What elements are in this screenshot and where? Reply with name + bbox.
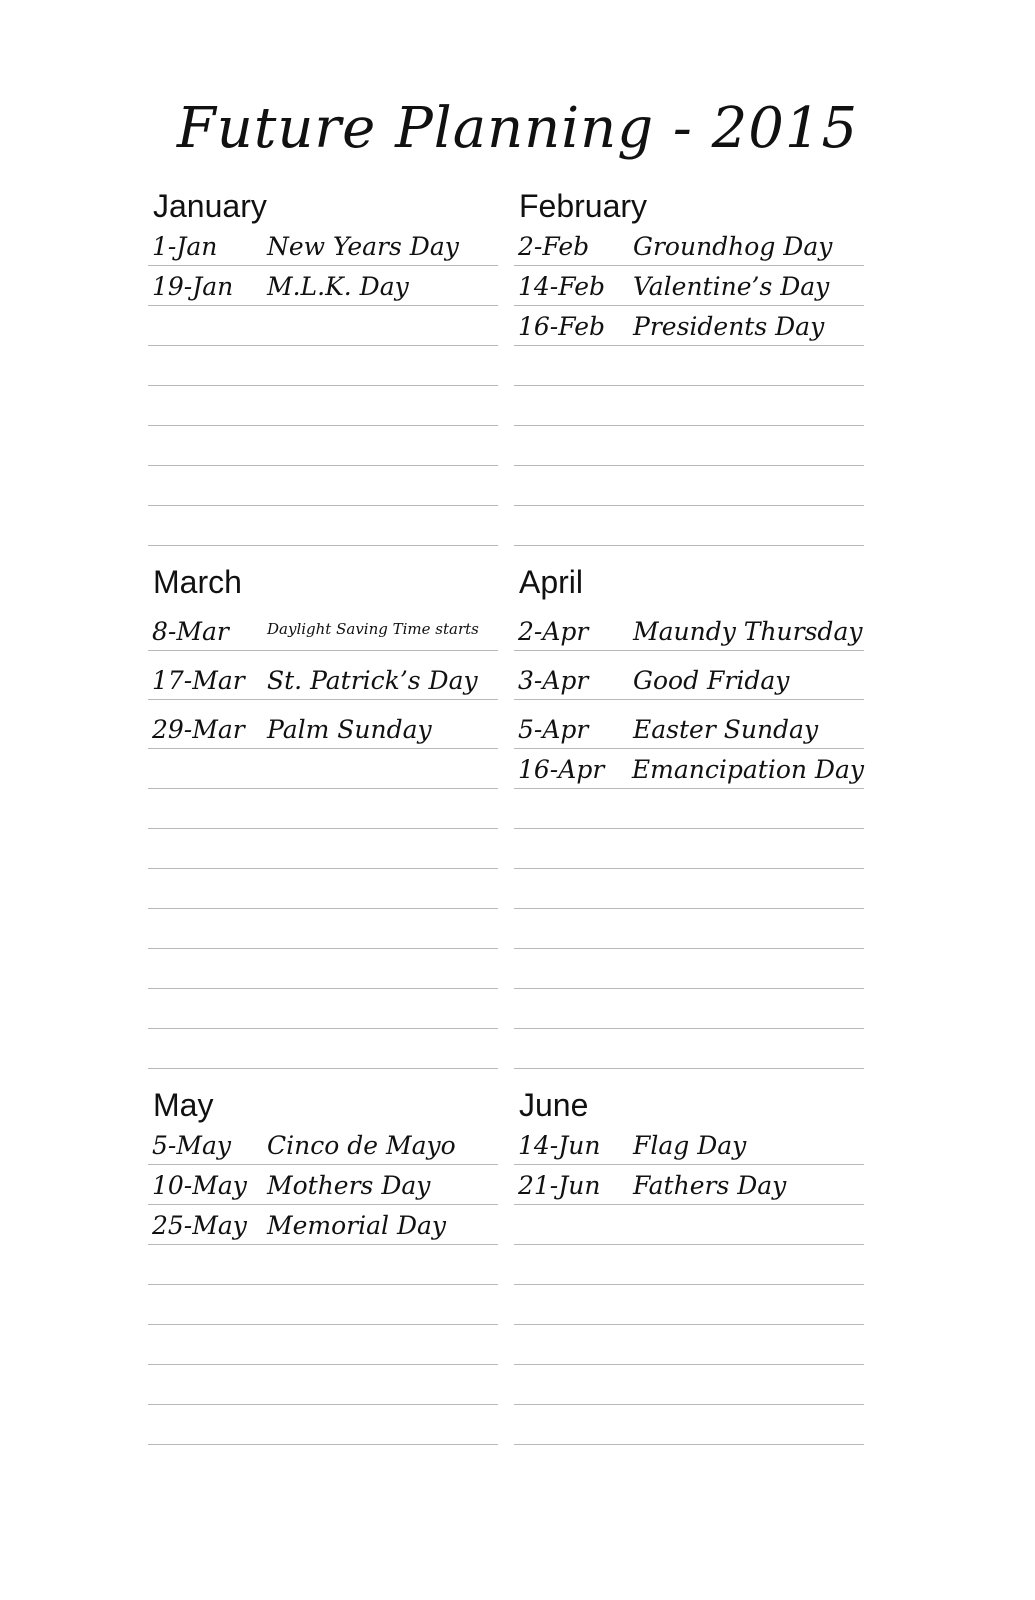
entry-row (514, 266, 864, 306)
blank-row (514, 1365, 864, 1405)
entry-list (514, 1125, 864, 1445)
blank-row (514, 466, 864, 506)
blank-row (148, 749, 498, 789)
blank-row (514, 909, 864, 949)
entry-row (148, 651, 498, 700)
blank-row (148, 869, 498, 909)
blank-row (514, 346, 864, 386)
blank-row (514, 386, 864, 426)
blank-row (514, 949, 864, 989)
entry-list (514, 602, 864, 1069)
blank-row (514, 869, 864, 909)
blank-row (148, 949, 498, 989)
entry-event: Presidents Day (633, 312, 825, 341)
month-march (148, 562, 498, 1069)
entry-event: St. Patrick’s Day (267, 666, 478, 695)
blank-row (148, 1405, 498, 1445)
entry-event: Groundhog Day (633, 232, 833, 261)
entry-date: 2-Feb (518, 232, 590, 261)
month-name: April (519, 564, 584, 600)
entry-date: 2-Apr (518, 617, 589, 646)
entry-date: 5-Apr (518, 715, 589, 744)
blank-row (148, 426, 498, 466)
blank-row (148, 466, 498, 506)
entry-date: 19-Jan (152, 272, 234, 301)
entry-event: Flag Day (633, 1131, 747, 1160)
entry-event: Memorial Day (267, 1211, 447, 1240)
blank-row (148, 1325, 498, 1365)
blank-row (148, 829, 498, 869)
month-january (148, 186, 498, 546)
blank-row (514, 1029, 864, 1069)
blank-row (148, 1285, 498, 1325)
entry-event: Cinco de Mayo (267, 1131, 456, 1160)
blank-row (514, 1205, 864, 1245)
entry-date: 21-Jun (518, 1171, 601, 1200)
entry-row (514, 306, 864, 346)
blank-row (514, 506, 864, 546)
entry-event: Palm Sunday (267, 715, 432, 744)
month-name: June (519, 1087, 589, 1123)
entry-event: Mothers Day (267, 1171, 431, 1200)
blank-row (514, 1405, 864, 1445)
entry-event: Fathers Day (633, 1171, 787, 1200)
entry-date: 29-Mar (152, 715, 245, 744)
entry-date: 25-May (152, 1211, 247, 1240)
entry-date: 16-Apr (518, 755, 605, 784)
entry-date: 3-Apr (518, 666, 589, 695)
blank-row (148, 909, 498, 949)
entry-row (148, 602, 498, 651)
entry-row (514, 226, 864, 266)
entry-row (148, 1165, 498, 1205)
entry-row (148, 226, 498, 266)
entry-row (514, 700, 864, 749)
blank-row (514, 1325, 864, 1365)
entry-date: 14-Jun (518, 1131, 601, 1160)
entry-date: 14-Feb (518, 272, 606, 301)
blank-row (148, 789, 498, 829)
entry-date: 1-Jan (152, 232, 218, 261)
entry-row (148, 1125, 498, 1165)
month-name: February (519, 188, 648, 224)
entry-row (148, 1205, 498, 1245)
blank-row (148, 1245, 498, 1285)
blank-row (514, 829, 864, 869)
entry-row (514, 602, 864, 651)
entry-event: Easter Sunday (633, 715, 819, 744)
month-name: January (153, 188, 267, 224)
entry-list (514, 226, 864, 546)
month-february (514, 186, 864, 546)
blank-row (514, 426, 864, 466)
entry-event: Good Friday (633, 666, 790, 695)
entry-date: 10-May (152, 1171, 247, 1200)
entry-event: M.L.K. Day (267, 272, 409, 301)
blank-row (514, 1285, 864, 1325)
blank-row (148, 989, 498, 1029)
entry-event: Daylight Saving Time starts (267, 620, 479, 638)
month-name: March (153, 564, 242, 600)
blank-row (514, 989, 864, 1029)
month-june (514, 1085, 864, 1445)
entry-list (148, 602, 498, 1069)
entry-list (148, 226, 498, 546)
entry-row (514, 749, 864, 789)
blank-row (148, 386, 498, 426)
entry-date: 17-Mar (152, 666, 245, 695)
entry-row (514, 1125, 864, 1165)
month-name: May (153, 1087, 214, 1123)
entry-row (148, 266, 498, 306)
month-may (148, 1085, 498, 1445)
entry-event: New Years Day (267, 232, 459, 261)
entry-list (148, 1125, 498, 1445)
month-april (514, 562, 864, 1069)
page-title: Future Planning - 2015 (176, 96, 859, 161)
entry-row (148, 700, 498, 749)
blank-row (148, 306, 498, 346)
entry-row (514, 1165, 864, 1205)
entry-row (514, 651, 864, 700)
entry-date: 8-Mar (152, 617, 229, 646)
entry-event: Valentine’s Day (633, 272, 830, 301)
blank-row (148, 1365, 498, 1405)
entry-date: 16-Feb (518, 312, 606, 341)
entry-event: Emancipation Day (631, 755, 864, 784)
entry-date: 5-May (152, 1131, 231, 1160)
entry-event: Maundy Thursday (633, 617, 863, 646)
blank-row (514, 1245, 864, 1285)
blank-row (514, 789, 864, 829)
blank-row (148, 1029, 498, 1069)
blank-row (148, 346, 498, 386)
blank-row (148, 506, 498, 546)
